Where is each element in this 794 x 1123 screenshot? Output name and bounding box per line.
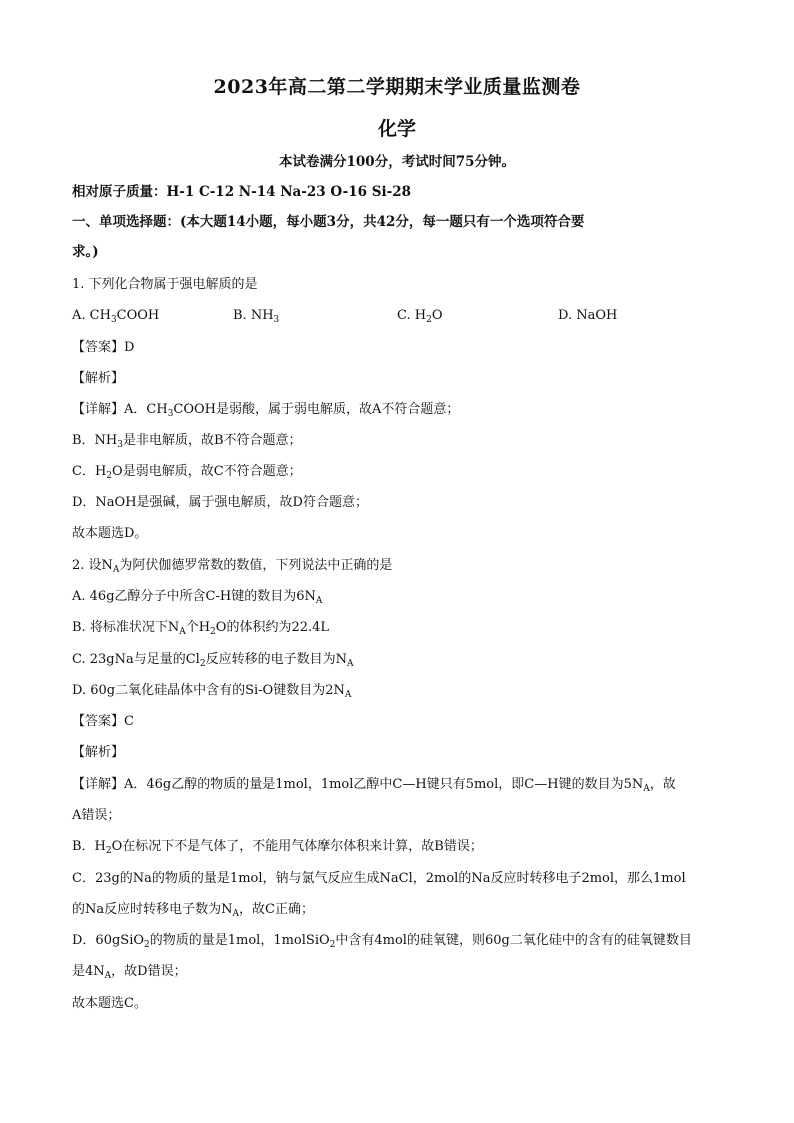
q1-option-a: A. $CH_3COOH$ <box>72 308 160 325</box>
q2-detail-d-line2: 是$4N_A$，故D错误； <box>72 964 187 981</box>
q1-detail-a: 【详解】A．$CH_3COOH$是弱酸，属于弱电解质，故A不符合题意； <box>72 402 460 419</box>
q1-answer: 【答案】D <box>72 340 135 355</box>
q1-option-c: C. $H_2O$ <box>397 308 443 325</box>
q2-conclusion: 故本题选C。 <box>72 996 147 1011</box>
q2-option-c: C. 23gNa与足量的$Cl_2$反应转移的电子数目为$N_A$ <box>72 652 354 669</box>
q1-stem: 1. 下列化合物属于强电解质的是 <box>72 277 258 292</box>
q2-detail-c-line1: C．23g的Na的物质的量是1mol，钠与氯气反应生成NaCl，2mol的Na反应时转移电子2mol，那么1mol <box>72 871 686 886</box>
q2-detail-c-line2: 的Na反应时转移电子数为$N_A$，故C正确； <box>72 902 314 919</box>
q1-option-b: B. $NH_3$ <box>233 308 280 325</box>
q1-detail-d: D．NaOH是强碱，属于强电解质，故D符合题意； <box>72 495 368 510</box>
q1-detail-b: B．$NH_3$是非电解质，故B不符合题意； <box>72 433 302 450</box>
q2-answer: 【答案】C <box>72 714 134 729</box>
section-heading-line1: 一、单项选择题：(本大题14小题，每小题3分，共42分，每一题只有一个选项符合要 <box>72 214 585 230</box>
q2-option-d: D. 60g二氧化硅晶体中含有的Si-O键数目为$2N_A$ <box>72 683 352 700</box>
exam-subject: 化学 <box>377 118 416 140</box>
q2-detail-d-line1: D．60gSiO$_2$的物质的量是1mol，1molSiO$_2$中含有4mol的硅氧键，则60g二氧化硅中的含有的硅氧键数目 <box>72 933 692 950</box>
q2-detail-a-line1: 【详解】A．46g乙醇的物质的量是1mol，1mol乙醇中C—H键只有5mol，即C—H键的数目为$5N_A$，故 <box>72 777 676 794</box>
atomic-masses: 相对原子质量：H-1 C-12 N-14 Na-23 O-16 Si-28 <box>72 184 412 200</box>
q1-option-d: D. NaOH <box>558 308 618 323</box>
q2-detail-a-line2: A错误； <box>72 808 121 823</box>
q1-conclusion: 故本题选D。 <box>72 526 148 541</box>
section-heading-line2: 求。) <box>72 244 99 260</box>
q2-option-b: B. 将标准状况下$N_A$个$H_2O$的体积约为22.4L <box>72 620 330 637</box>
q2-option-a: A. 46g乙醇分子中所含C-H键的数目为$6N_A$ <box>72 589 323 606</box>
q1-analysis-label: 【解析】 <box>72 371 125 386</box>
q2-analysis-label: 【解析】 <box>72 745 125 760</box>
q2-stem: 2. 设$N_A$为阿伏伽德罗常数的数值，下列说法中正确的是 <box>72 558 393 575</box>
exam-title: 2023年高二第二学期期末学业质量监测卷 <box>213 76 581 98</box>
q1-detail-c: C．$H_2O$是弱电解质，故C不符合题意； <box>72 464 302 481</box>
exam-meta: 本试卷满分100分，考试时间75分钟。 <box>279 154 515 170</box>
q2-detail-b: B．$H_2O$在标况下不是气体了，不能用气体摩尔体积来计算，故B错误； <box>72 839 483 856</box>
